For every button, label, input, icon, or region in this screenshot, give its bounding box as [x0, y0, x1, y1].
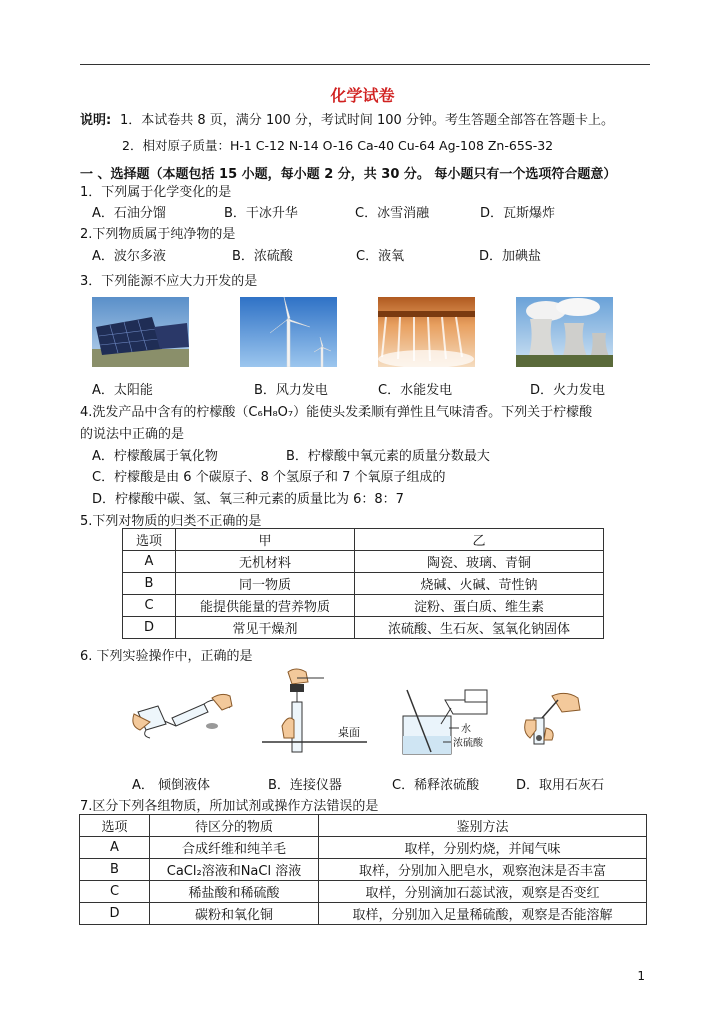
q1-option-a: A．石油分馏 — [92, 206, 166, 221]
table-row — [80, 881, 647, 903]
header-rule — [80, 64, 650, 65]
acid-label: 浓硫酸 — [453, 738, 483, 749]
q3-option-d: D．火力发电 — [530, 383, 606, 398]
q3-option-c: C．水能发电 — [378, 383, 453, 398]
table-cell: 取样，分别滴加石蕊试液，观察是否变红 — [319, 881, 647, 903]
notes-line-2: 2．相对原子质量：H-1 C-12 N-14 O-16 Ca-40 Cu-64 Ag-108 Zn-65S-32 — [122, 138, 554, 153]
q2-option-c: C．液氧 — [356, 249, 405, 264]
table-cell: C — [80, 881, 150, 903]
table-header-cell: 选项 — [80, 815, 150, 837]
table-row — [80, 903, 647, 925]
q2-option-d: D．加碘盐 — [479, 249, 542, 264]
table-cell: CaCl₂溶液和NaCl 溶液 — [150, 859, 319, 881]
table-cell: 碳粉和氧化铜 — [150, 903, 319, 925]
taking-limestone-illustration — [522, 690, 592, 748]
q7-table — [79, 814, 647, 925]
table-cell: D — [80, 903, 150, 925]
table-header-row — [123, 529, 604, 551]
pouring-liquid-illustration — [132, 690, 237, 740]
q3-option-b: B．风力发电 — [254, 383, 328, 398]
table-cell: A — [123, 551, 176, 573]
table-cell: 浓硫酸、生石灰、氢氧化钠固体 — [355, 617, 604, 639]
hydropower-dam-image — [378, 297, 475, 367]
table-cell: B — [80, 859, 150, 881]
question-6-stem: 6. 下列实验操作中，正确的是 — [80, 649, 253, 664]
q6-option-a: A． 倾倒液体 — [132, 778, 211, 793]
table-header-cell: 甲 — [176, 529, 355, 551]
table-row — [123, 595, 604, 617]
q4-option-a: A．柠檬酸属于氧化物 — [92, 449, 218, 464]
table-cell: D — [123, 617, 176, 639]
question-1-stem: 1．下列属于化学变化的是 — [80, 185, 232, 200]
diluting-acid-illustration — [395, 680, 505, 760]
table-row — [80, 837, 647, 859]
table-header-cell: 鉴别方法 — [319, 815, 647, 837]
table-cell: 能提供能量的营养物质 — [176, 595, 355, 617]
table-row — [80, 859, 647, 881]
q6-option-d: D．取用石灰石 — [516, 778, 605, 793]
question-4-stem-line-1: 4.洗发产品中含有的柠檬酸（C₆H₈O₇）能使头发柔顺有弹性且气味清香。下列关于柠檬酸 — [80, 405, 593, 420]
table-cell: 无机材料 — [176, 551, 355, 573]
section-heading: 一 、选择题（本题包括 15 小题，每小题 2 分，共 30 分。 每小题只有一个选项符合题意） — [80, 167, 617, 182]
page-number: 1 — [637, 969, 645, 983]
table-cell: 陶瓷、玻璃、青铜 — [355, 551, 604, 573]
q5-table — [122, 528, 604, 639]
table-cell: 淀粉、蛋白质、维生素 — [355, 595, 604, 617]
q4-option-d: D．柠檬酸中碳、氢、氧三种元素的质量比为 6：8：7 — [92, 492, 404, 507]
wind-turbine-image — [240, 297, 337, 367]
table-header-cell: 待区分的物质 — [150, 815, 319, 837]
q4-option-b: B．柠檬酸中氧元素的质量分数最大 — [286, 449, 490, 464]
table-cell: 取样，分别灼烧，并闻气味 — [319, 837, 647, 859]
q2-option-a: A．波尔多液 — [92, 249, 166, 264]
table-header-row — [80, 815, 647, 837]
q3-option-a: A．太阳能 — [92, 383, 153, 398]
q1-option-b: B．干冰升华 — [224, 206, 298, 221]
question-3-stem: 3．下列能源不应大力开发的是 — [80, 274, 258, 289]
connecting-apparatus-illustration — [262, 668, 367, 758]
solar-panel-image — [92, 297, 189, 367]
question-4-stem-line-2: 的说法中正确的是 — [80, 427, 185, 442]
page-title: 化学试卷 — [330, 86, 395, 105]
question-7-stem: 7.区分下列各组物质，所加试剂或操作方法错误的是 — [80, 799, 379, 814]
table-cell: C — [123, 595, 176, 617]
table-row — [123, 551, 604, 573]
table-cell: 烧碱、火碱、苛性钠 — [355, 573, 604, 595]
q6-option-b: B．连接仪器 — [268, 778, 342, 793]
table-cell: 同一物质 — [176, 573, 355, 595]
notes-line-1: 1．本试卷共 8 页，满分 100 分，考试时间 100 分钟。考生答题全部答在答题卡上。 — [120, 113, 614, 128]
desk-label: 桌面 — [338, 726, 360, 739]
table-cell: A — [80, 837, 150, 859]
table-cell: 常见干燥剂 — [176, 617, 355, 639]
table-cell: 取样，分别加入肥皂水，观察泡沫是否丰富 — [319, 859, 647, 881]
question-5-stem: 5.下列对物质的归类不正确的是 — [80, 514, 262, 529]
table-row — [123, 617, 604, 639]
q1-option-d: D．瓦斯爆炸 — [480, 206, 556, 221]
table-header-cell: 乙 — [355, 529, 604, 551]
q2-option-b: B．浓硫酸 — [232, 249, 293, 264]
q1-option-c: C．冰雪消融 — [355, 206, 430, 221]
table-cell: 取样，分别加入足量稀硫酸，观察是否能溶解 — [319, 903, 647, 925]
table-row — [123, 573, 604, 595]
table-cell: 合成纤维和纯羊毛 — [150, 837, 319, 859]
q6-option-c: C．稀释浓硫酸 — [392, 778, 480, 793]
question-2-stem: 2.下列物质属于纯净物的是 — [80, 227, 236, 242]
thermal-power-plant-image — [516, 297, 613, 367]
table-header-cell: 选项 — [123, 529, 176, 551]
notes-label: 说明: — [80, 113, 112, 128]
table-cell: 稀盐酸和稀硫酸 — [150, 881, 319, 903]
q4-option-c: C．柠檬酸是由 6 个碳原子、8 个氢原子和 7 个氧原子组成的 — [92, 470, 446, 485]
water-label: 水 — [461, 724, 471, 735]
table-cell: B — [123, 573, 176, 595]
